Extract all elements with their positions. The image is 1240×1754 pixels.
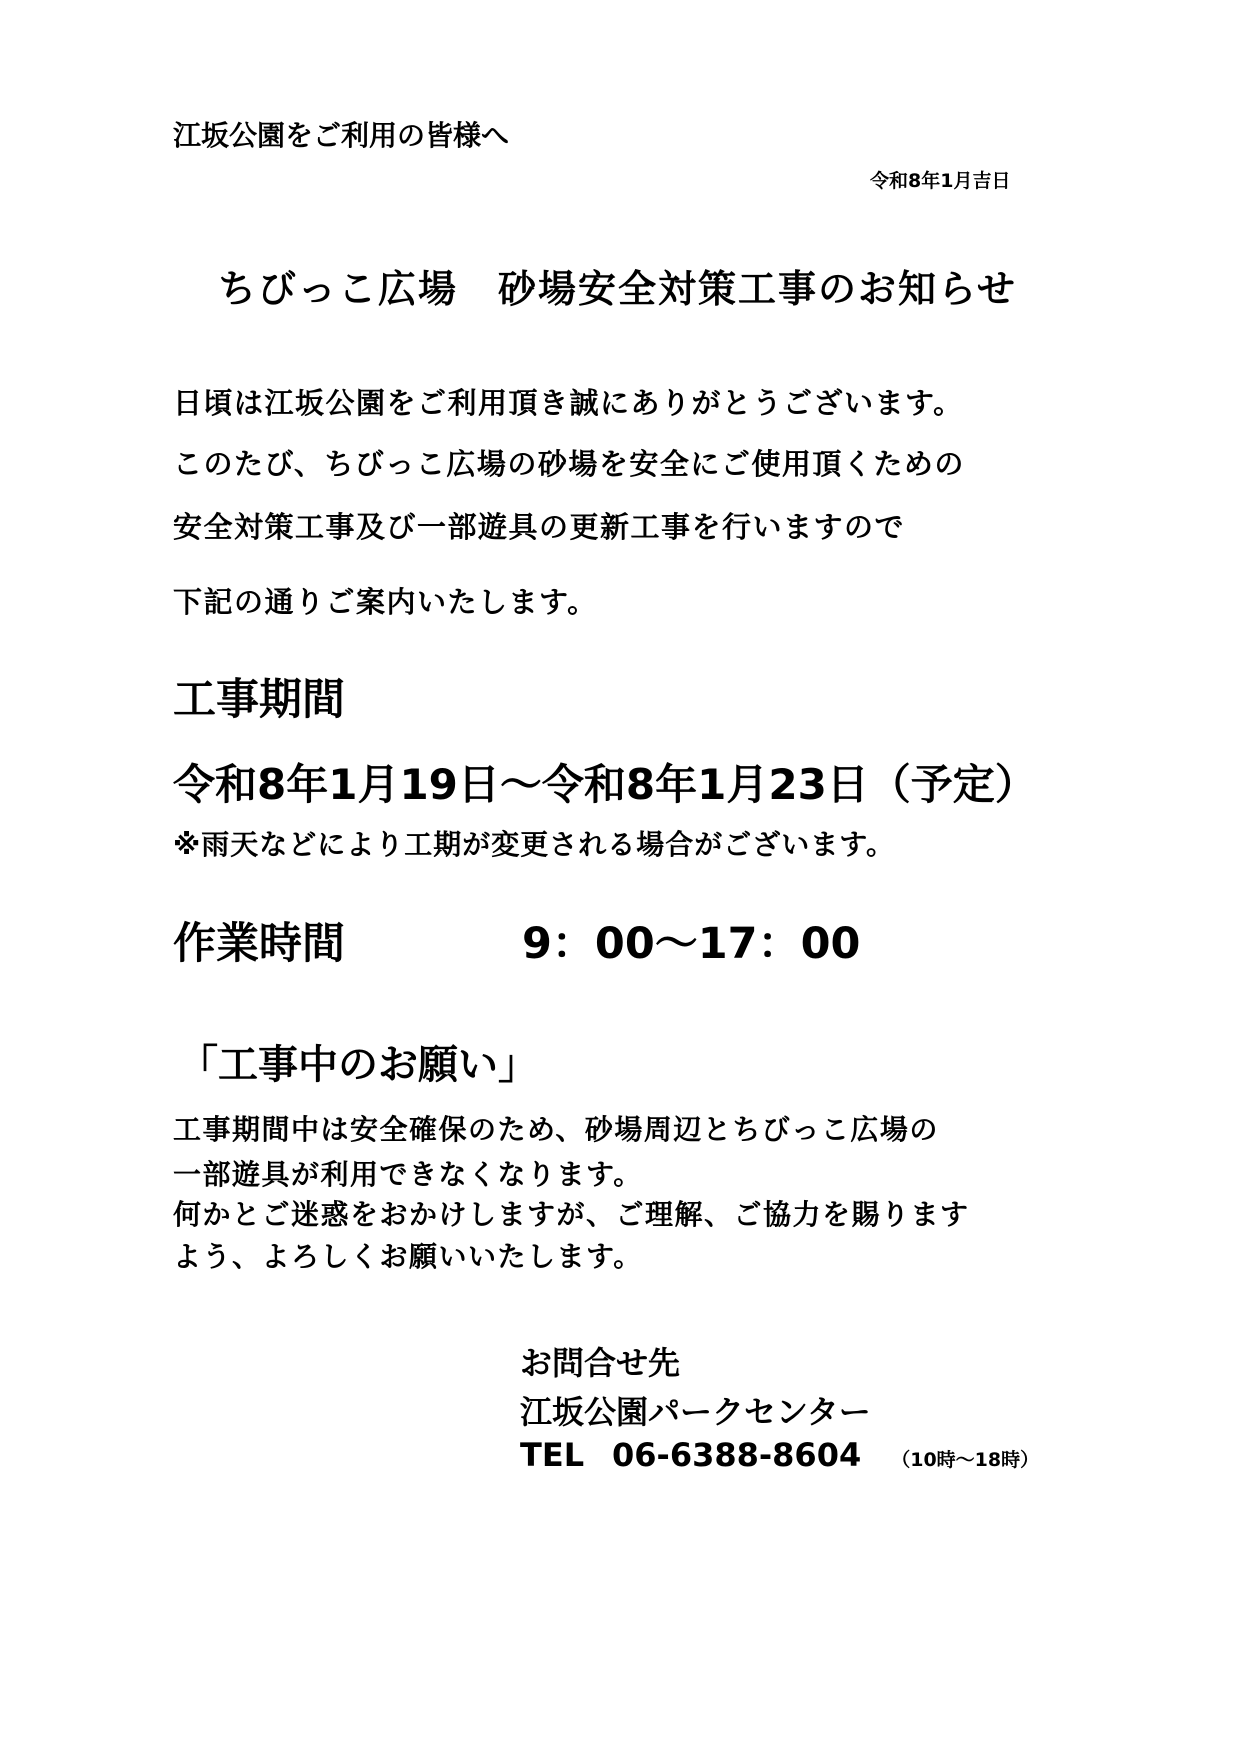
period-heading: 工事期間 bbox=[173, 675, 345, 725]
request-heading: 「工事中のお願い」 bbox=[178, 1042, 538, 1088]
notice-title: ちびっこ広場 砂場安全対策工事のお知らせ bbox=[218, 267, 1017, 311]
issue-date: 令和8年1月吉日 bbox=[870, 170, 1011, 192]
intro-line: 下記の通りご案内いたします。 bbox=[173, 585, 598, 619]
contact-name: 江坂公園パークセンター bbox=[520, 1393, 871, 1431]
tel-number: 06-6388-8604 bbox=[612, 1436, 862, 1474]
intro-line: 日頃は江坂公園をご利用頂き誠にありがとうございます。 bbox=[173, 386, 964, 420]
tel-hours: （10時～18時） bbox=[891, 1449, 1040, 1471]
request-line: 何かとご迷惑をおかけしますが、ご理解、ご協力を賜ります bbox=[173, 1198, 970, 1231]
contact-phone-row bbox=[520, 1436, 1039, 1474]
work-hours-value: 9：00～17：00 bbox=[522, 919, 861, 969]
request-line: 一部遊具が利用できなくなります。 bbox=[173, 1158, 643, 1191]
period-note: ※雨天などにより工期が変更される場合がございます。 bbox=[173, 828, 895, 861]
period-range: 令和8年1月19日～令和8年1月23日（予定） bbox=[173, 760, 1037, 809]
contact-heading: お問合せ先 bbox=[520, 1344, 681, 1382]
work-hours-label: 作業時間 bbox=[173, 919, 345, 969]
addressee: 江坂公園をご利用の皆様へ bbox=[173, 119, 510, 152]
request-line: よう、よろしくお願いいたします。 bbox=[173, 1240, 643, 1273]
tel-label: TEL bbox=[520, 1436, 585, 1474]
intro-line: 安全対策工事及び一部遊具の更新工事を行いますので bbox=[173, 510, 906, 544]
request-line: 工事期間中は安全確保のため、砂場周辺とちびっこ広場の bbox=[173, 1113, 939, 1146]
intro-line: このたび、ちびっこ広場の砂場を安全にご使用頂くための bbox=[173, 447, 965, 481]
